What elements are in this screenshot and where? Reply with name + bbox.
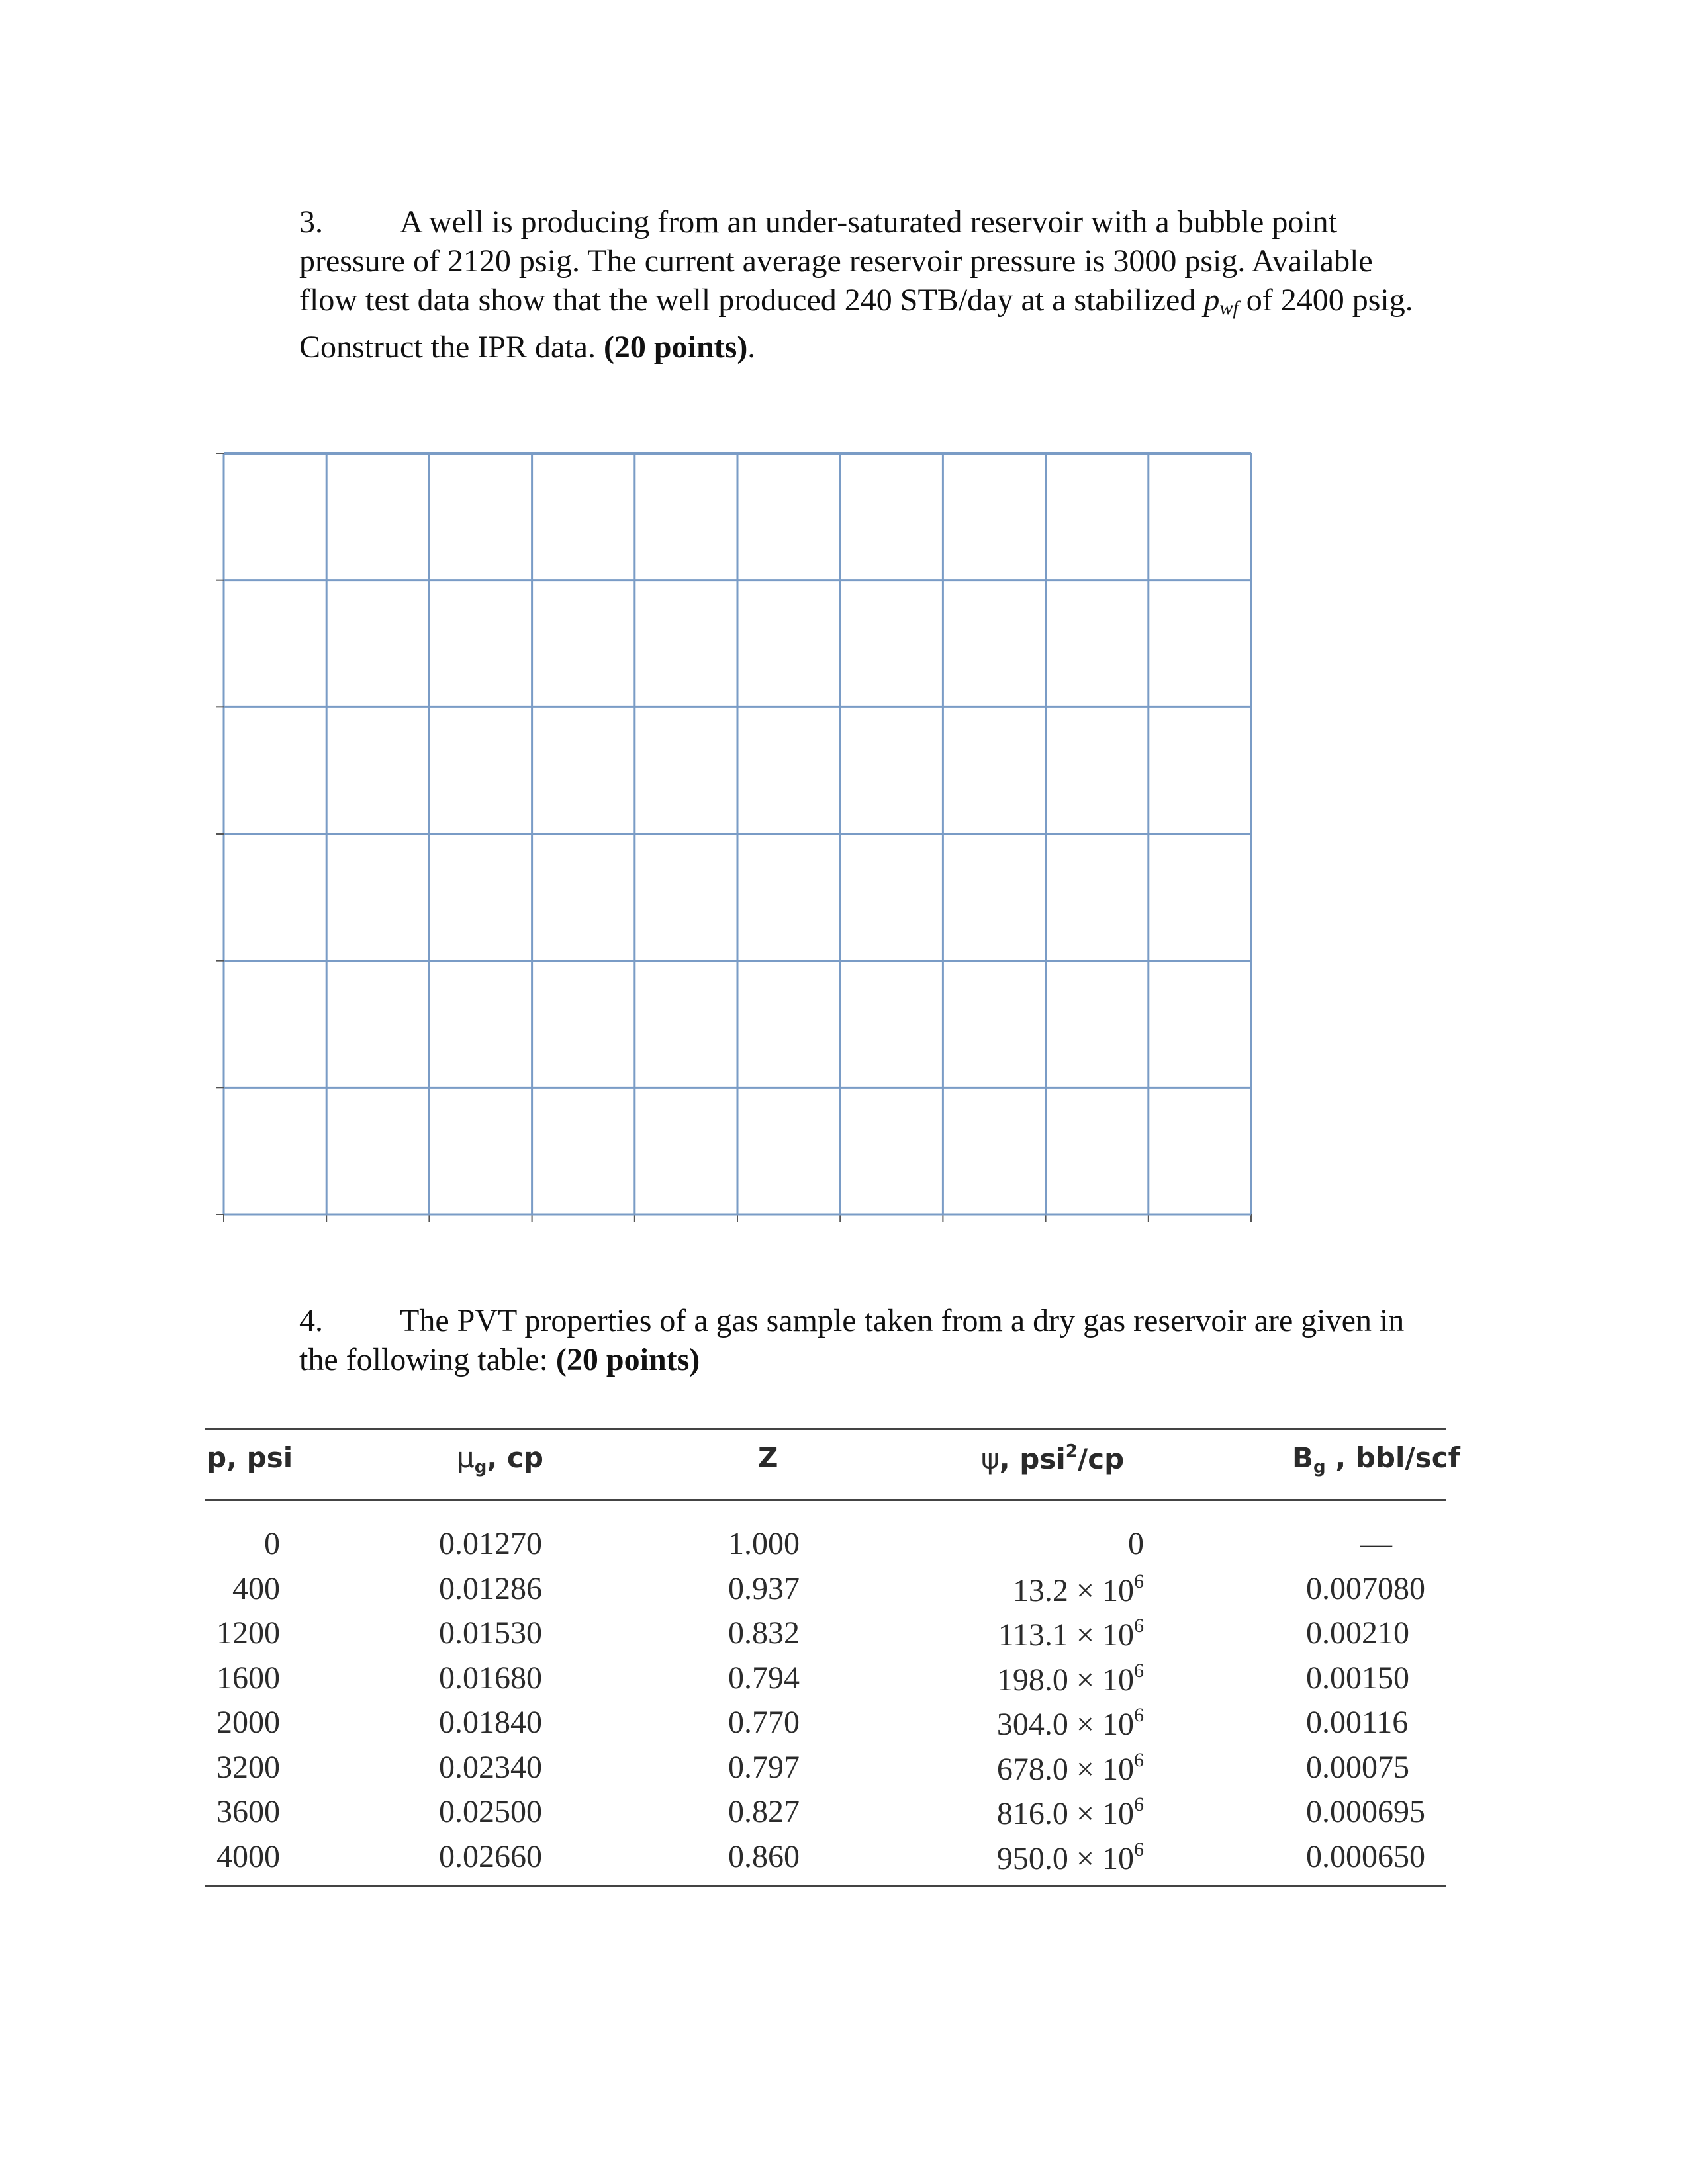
question-3-line-4: Construct the IPR data. (20 points). [299,330,756,365]
question-4-points: (20 points) [555,1342,700,1377]
cell-pressure: 3600 [216,1794,280,1829]
question-4-line-2: the following table: (20 points) [299,1342,700,1377]
question-3-line-1: 3. A well is producing from an under-saturated reservoir with a bubble point [299,203,1464,242]
cell-gas-fvf: — [1360,1526,1392,1561]
question-3-line-2: pressure of 2120 psig. The current average reservoir pressure is 3000 psig. Available [299,244,1373,279]
question-4-line-1: 4. The PVT properties of a gas sample taken from a dry gas reservoir are given in [299,1301,1464,1340]
cell-z-factor: 0.860 [728,1839,800,1874]
cell-viscosity: 0.02500 [439,1794,542,1829]
cell-z-factor: 0.832 [728,1615,800,1651]
cell-z-factor: 0.770 [728,1705,800,1740]
cell-pressure: 1200 [216,1615,280,1651]
cell-pseudo-pressure: 0 [1128,1526,1144,1561]
header-viscosity: $\mu_g$, cp [457,1441,543,1477]
cell-viscosity: 0.01840 [439,1705,542,1740]
cell-z-factor: 1.000 [728,1526,800,1561]
cell-pressure: 3200 [216,1750,280,1785]
cell-pseudo-pressure: $678.0 \times 10^6$ [996,1749,1144,1787]
header-z-factor: Z [758,1441,778,1474]
cell-pseudo-pressure: $816.0 \times 10^6$ [996,1794,1144,1831]
header-pseudo-pressure: ψ, psi$^2$/cp [981,1441,1125,1475]
cell-viscosity: 0.01270 [439,1526,542,1561]
cell-z-factor: 0.794 [728,1661,800,1696]
cell-viscosity: 0.01286 [439,1571,542,1606]
cell-viscosity: 0.02340 [439,1750,542,1785]
pwf-symbol: $p_{wf}$ [1203,283,1239,319]
header-gas-fvf: $B_g$ , bbl/scf [1292,1441,1460,1477]
table-bottom-rule [205,1885,1446,1887]
cell-pseudo-pressure: $13.2 \times 10^6$ [1012,1570,1144,1608]
cell-z-factor: 0.827 [728,1794,800,1829]
cell-gas-fvf: 0.00150 [1306,1661,1409,1696]
ipr-blank-grid [211,450,1256,1231]
cell-z-factor: 0.937 [728,1571,800,1606]
cell-pressure: 4000 [216,1839,280,1874]
question-3-points: (20 points) [603,330,748,365]
cell-pseudo-pressure: $304.0 \times 10^6$ [996,1704,1144,1742]
header-pressure: p, psi [207,1441,293,1474]
question-3-number: 3. [299,205,323,240]
cell-pseudo-pressure: $198.0 \times 10^6$ [996,1660,1144,1698]
cell-z-factor: 0.797 [728,1750,800,1785]
table-top-rule [205,1428,1446,1430]
cell-viscosity: 0.01680 [439,1661,542,1696]
table-header-rule [205,1499,1446,1501]
cell-pressure: 0 [264,1526,280,1561]
cell-pseudo-pressure: $950.0 \times 10^6$ [996,1839,1144,1876]
cell-pseudo-pressure: $113.1 \times 10^6$ [998,1615,1144,1653]
cell-gas-fvf: 0.00075 [1306,1750,1409,1785]
question-4-paragraph [299,1301,1464,1379]
cell-gas-fvf: 0.00210 [1306,1615,1409,1651]
cell-viscosity: 0.01530 [439,1615,542,1651]
cell-pressure: 400 [232,1571,280,1606]
cell-pressure: 1600 [216,1661,280,1696]
question-4-number: 4. [299,1303,323,1338]
cell-gas-fvf: 0.000650 [1306,1839,1425,1874]
question-3-paragraph [299,203,1464,367]
question-3-line-3: flow test data show that the well produced 240 STB/day at a stabilized $p_{wf}$ of 2400 psig. [299,283,1413,319]
cell-pressure: 2000 [216,1705,280,1740]
cell-gas-fvf: 0.007080 [1306,1571,1425,1606]
cell-viscosity: 0.02660 [439,1839,542,1874]
cell-gas-fvf: 0.000695 [1306,1794,1425,1829]
cell-gas-fvf: 0.00116 [1306,1705,1409,1740]
